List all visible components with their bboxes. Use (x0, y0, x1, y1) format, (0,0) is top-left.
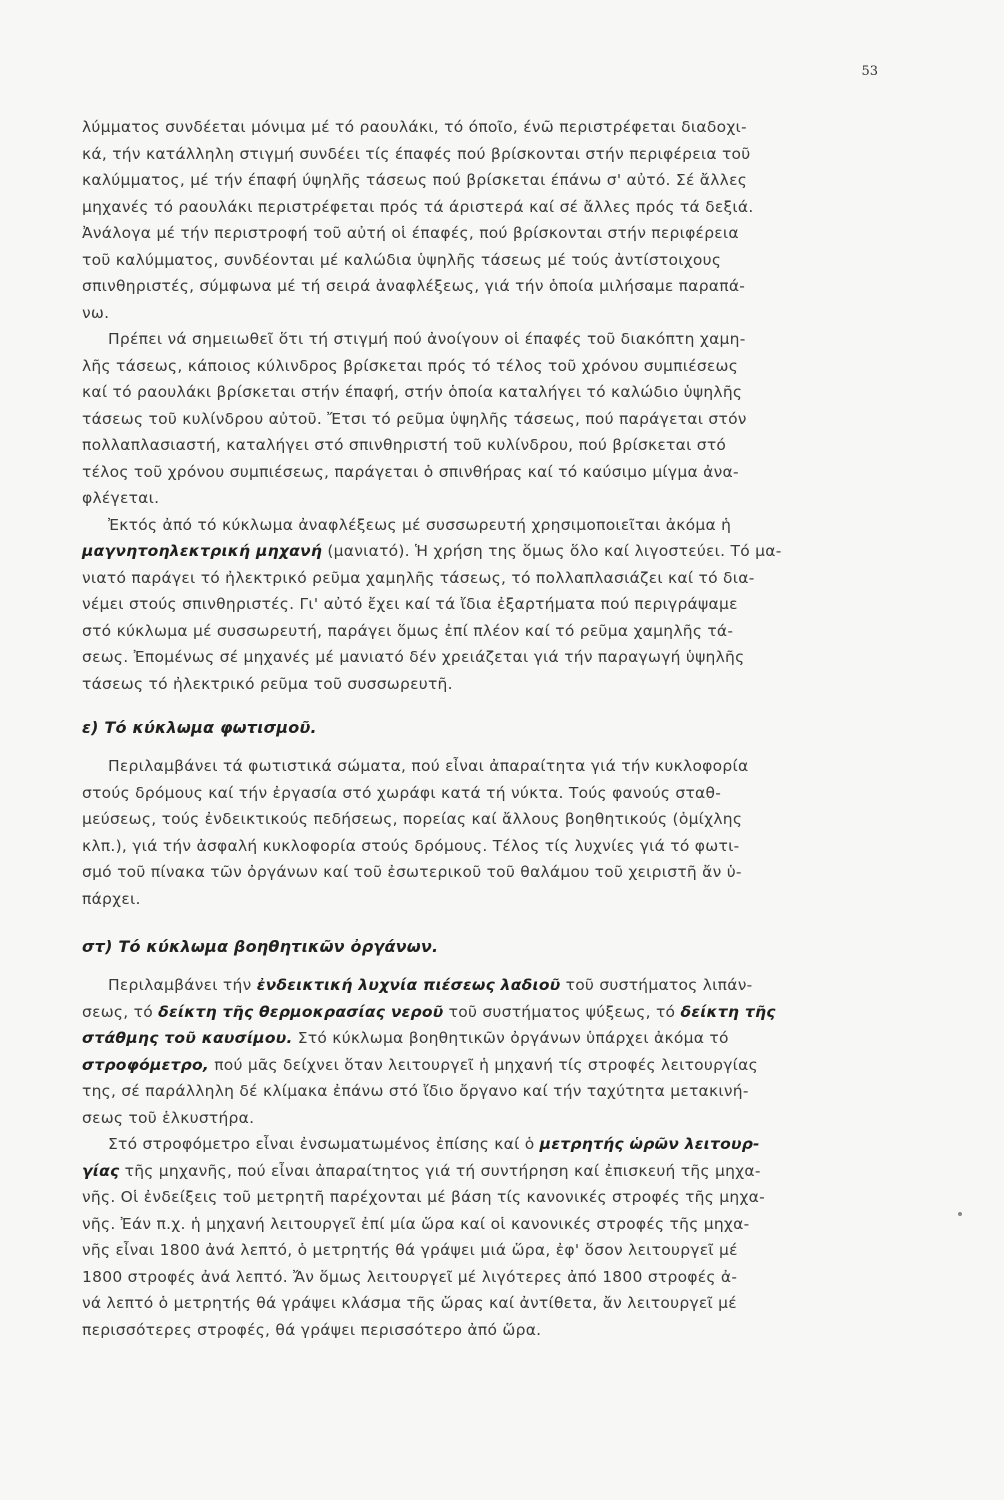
text-line: νω. (82, 303, 110, 322)
text-line: νιατό παράγει τό ἠλεκτρικό ρεῦμα χαμηλῆς τάσεως, τό πολλαπλασιάζει καί τό δια- (82, 568, 755, 587)
emphasis-term: στροφόμετρο, (82, 1055, 210, 1074)
paragraph-magneto (82, 512, 882, 698)
text-line: φλέγεται. (82, 489, 160, 507)
text-line: σμό τοῦ πίνακα τῶν ὀργάνων καί τοῦ ἐσωτερικοῦ τοῦ θαλάμου τοῦ χειριστῆ ἄν ὑ- (82, 863, 742, 881)
text-line: τέλος τοῦ χρόνου συμπιέσεως, παράγεται ὁ σπινθήρας καί τό καύσιμο μίγμα ἀνα- (82, 462, 739, 481)
text-line: πολλαπλασιαστή, καταλήγει στό σπινθηριστή τοῦ κυλίνδρου, πού βρίσκεται στό (82, 436, 727, 454)
emphasis-term: μετρητής ὡρῶν λειτουρ- (539, 1135, 760, 1153)
text-line (82, 1052, 882, 1079)
text-line-content: σεως, τό (82, 1002, 159, 1021)
text-line: λύμματος συνδέεται μόνιμα μέ τό ραουλάκι, τό όποῖο, ένῶ περιστρέφεται διαδοχι- (82, 118, 747, 136)
text-line: σεως τοῦ ἑλκυστήρα. (82, 1108, 255, 1127)
text-line: της, σέ παράλληλη δέ κλίμακα ἐπάνω στό ἴδιο ὄργανο καί τήν ταχύτητα μετακινή- (82, 1082, 749, 1100)
text-line: νά λεπτό ὁ μετρητής θά γράψει κλάσμα τῆς ὥρας καί ἀντίθετα, ἄν λειτουργεῖ μέ (82, 1294, 737, 1312)
text-line-content: Πρέπει νά σημειωθεῖ ὅτι τή στιγμή πού ἀνοίγουν οἱ έπαφές τοῦ διακόπτη χαμη- (108, 330, 746, 348)
text-line (82, 753, 882, 780)
text-line-content: τοῦ συστήματος λιπάν- (560, 976, 753, 994)
text-line: στό κύκλωμα μέ συσσωρευτή, παράγει ὅμως ἐπί πλέον καί τό ρεῦμα χαμηλῆς τά- (82, 621, 734, 640)
text-line-content: τῆς μηχανῆς, πού εἶναι ἀπαραίτητος γιά τή συντήρηση καί ἐπισκευή τῆς μηχα- (119, 1161, 761, 1180)
text-line-content: Στό κύκλωμα βοηθητικῶν ὀργάνων ὑπάρχει ἀκόμα τό (292, 1029, 729, 1047)
paragraph-instruments (82, 972, 882, 1131)
text-line (82, 1131, 882, 1158)
emphasis-term: στάθμης τοῦ καυσίμου. (82, 1029, 293, 1047)
text-line: περισσότερες στροφές, θά γράψει περισσότερο ἀπό ὥρα. (82, 1320, 542, 1339)
text-line: κλπ.), γιά τήν ἀσφαλή κυκλοφορία στούς δρόμους. Τέλος τίς λυχνίες γιά τό φωτι- (82, 836, 740, 855)
text-line: μεύσεως, τούς ἐνδεικτικούς πεδήσεως, πορείας καί ἄλλους βοηθητικούς (ὁμίχλης (82, 810, 743, 828)
text-line: νῆς. Οἱ ἐνδείξεις τοῦ μετρητῆ παρέχονται μέ βάση τίς κανονικές στροφές τῆς μηχα- (82, 1188, 765, 1206)
section-heading-instruments: στ) Τό κύκλωμα βοηθητικῶν ὀργάνων. (82, 937, 439, 956)
text-line (82, 538, 882, 565)
text-line: 1800 στροφές ἀνά λεπτό. Ἄν ὅμως λειτουργεῖ μέ λιγότερες ἀπό 1800 στροφές ἀ- (82, 1267, 738, 1286)
emphasis-term: δείκτη τῆς θερμοκρασίας νεροῦ (158, 1002, 444, 1021)
scan-speck (958, 1212, 962, 1216)
text-line: καλύμματος, μέ τήν έπαφή ύψηλῆς τάσεως πού βρίσκεται έπάνω σ' αὐτό. Σέ ἄλλες (82, 171, 748, 189)
text-line: κά, τήν κατάλληλη στιγμή συνδέει τίς έπαφές πού βρίσκονται στήν περιφέρεια τοῦ (82, 144, 751, 163)
text-line: τάσεως τό ἠλεκτρικό ρεῦμα τοῦ συσσωρευτῆ. (82, 674, 453, 693)
text-line-content: Ἐκτός ἀπό τό κύκλωμα ἀναφλέξεως μέ συσσωρευτή χρησιμοποιεῖται ἀκόμα ἡ (108, 515, 732, 534)
page-body (82, 114, 882, 1343)
text-line-content: Στό στροφόμετρο εἶναι ἐνσωματωμένος ἐπίσης καί ὁ (108, 1135, 540, 1153)
text-line: στούς δρόμους καί τήν ἐργασία στό χωράφι κατά τή νύκτα. Τούς φανούς σταθ- (82, 783, 722, 802)
text-line: μηχανές τό ραουλάκι περιστρέφεται πρός τά άριστερά καί σέ ἄλλες πρός τά δεξιά. (82, 197, 754, 216)
text-line: καί τό ραουλάκι βρίσκεται στήν έπαφή, στήν ὁποία καταλήγει τό καλώδιο ὑψηλῆς (82, 383, 743, 401)
page-number: 53 (861, 64, 878, 79)
text-line: λῆς τάσεως, κάποιος κύλινδρος βρίσκεται πρός τό τέλος τοῦ χρόνου συμπιέσεως (82, 356, 739, 375)
text-line: νῆς εἶναι 1800 ἀνά λεπτό, ὁ μετρητής θά γράψει μιά ὥρα, ἐφ' ὅσον λειτουργεῖ μέ (82, 1241, 738, 1259)
text-line: νῆς. Ἐάν π.χ. ἡ μηχανή λειτουργεῖ ἐπί μία ὥρα καί οἱ κανονικές στροφές τῆς μηχα- (82, 1214, 750, 1233)
text-line: σπινθηριστές, σύμφωνα μέ τή σειρά ἀναφλέξεως, γιά τήν ὁποία μιλήσαμε παραπά- (82, 277, 746, 295)
text-line: σεως. Ἐπομένως σέ μηχανές μέ μανιατό δέν χρειάζεται γιά τήν παραγωγή ὑψηλῆς (82, 648, 745, 666)
text-line (82, 326, 882, 353)
section-heading-lighting: ε) Τό κύκλωμα φωτισμοῦ. (82, 718, 317, 737)
text-line (82, 972, 882, 999)
text-line-content: (μανιατό). Ἡ χρήση της ὅμως ὅλο καί λιγοστεύει. Τό μα- (322, 542, 782, 560)
text-line: τάσεως τοῦ κυλίνδρου αὐτοῦ. Ἔτσι τό ρεῦμα ὑψηλῆς τάσεως, πού παράγεται στόν (82, 409, 747, 428)
text-line: πάρχει. (82, 889, 141, 908)
emphasis-term: δείκτη τῆς (680, 1002, 776, 1021)
text-line-content: πού μᾶς δείχνει ὅταν λειτουργεῖ ἡ μηχανή τίς στροφές λειτουργίας (209, 1055, 758, 1074)
text-line (82, 512, 882, 539)
text-line: Ἀνάλογα μέ τήν περιστροφή τοῦ αὐτή οἱ έπαφές, πού βρίσκονται στήν περιφέρεια (82, 224, 739, 242)
text-line-content: τοῦ συστήματος ψύξεως, τό (443, 1002, 681, 1021)
paragraph-distributor (82, 114, 882, 326)
emphasis-term: μαγνητοηλεκτρική μηχανή (82, 542, 323, 560)
emphasis-term: ἐνδεικτική λυχνία πιέσεως λαδιοῦ (256, 976, 561, 994)
emphasis-term: γίας (82, 1161, 120, 1180)
text-line: νέμει στούς σπινθηριστές. Γι' αὐτό ἔχει καί τά ἴδια ἐξαρτήματα πού περιγράψαμε (82, 595, 738, 613)
text-line: τοῦ καλύμματος, συνδέονται μέ καλώδια ὑψηλῆς τάσεως μέ τούς ἀντίστοιχους (82, 250, 722, 269)
text-line-content: Περιλαμβάνει τήν (108, 976, 257, 994)
text-line (82, 1025, 882, 1052)
paragraph-hour-meter (82, 1131, 882, 1343)
paragraph-spark-timing (82, 326, 882, 512)
text-line (82, 999, 882, 1026)
text-line-content: Περιλαμβάνει τά φωτιστικά σώματα, πού εἶναι ἀπαραίτητα γιά τήν κυκλοφορία (108, 757, 749, 775)
text-line (82, 1158, 882, 1185)
paragraph-lighting (82, 753, 882, 912)
